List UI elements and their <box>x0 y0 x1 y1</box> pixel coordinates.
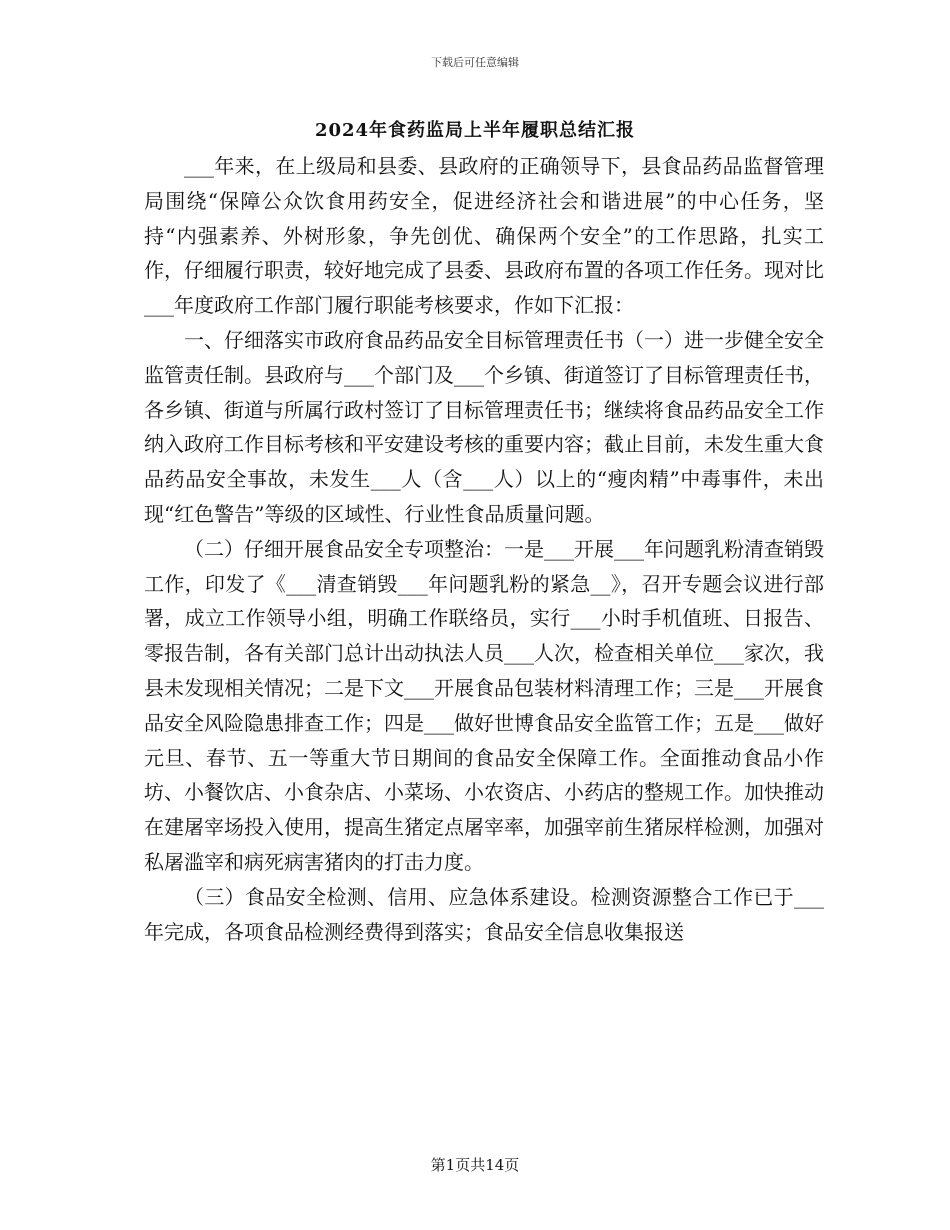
paragraph-intro: ___年来，在上级局和县委、县政府的正确领导下，县食品药品监督管理局围绕“保障公众饮食用药安全，促进经济社会和谐进展”的中心任务，坚持“内强素养、外树形象，争先创优、确保两个安全”的工作思路，扎实工作，仔细履行职责，较好地完成了县委、县政府布置的各项工作任务。现对比___年度政府工作部门履行职能考核要求，作如下汇报： <box>144 154 824 318</box>
page-footer: 第1页共14页 <box>430 1156 520 1174</box>
document-body <box>144 149 824 949</box>
document-title: 2024年食药监局上半年履职总结汇报 <box>314 120 636 141</box>
paragraph-section-2: （二）仔细开展食品安全专项整治：一是___开展___年问题乳粉清查销毁工作，印发了《___清查销毁___年问题乳粉的紧急__》，召开专题会议进行部署，成立工作领导小组，明确工作联络员，实行___小时手机值班、日报告、零报告制，各有关部门总计出动执法人员___人次，检查相关单位___家次，我县未发现相关情况；二是下文___开展食品包装材料清理工作；三是___开展食品安全风险隐患排查工作；四是___做好世博食品安全监管工作；五是___做好元旦、春节、五一等重大节日期间的食品安全保障工作。全面推动食品小作坊、小餐饮店、小食杂店、小菜场、小农资店、小药店的整规工作。加快推动在建屠宰场投入使用，提高生猪定点屠宰率，加强宰前生猪尿样检测，加强对私屠滥宰和病死病害猪肉的打击力度。 <box>144 536 824 874</box>
header-note: 下载后可任意编辑 <box>431 56 519 69</box>
paragraph-section-1: 一、仔细落实市政府食品药品安全目标管理责任书（一）进一步健全安全监管责任制。县政府与___个部门及___个乡镇、街道签订了目标管理责任书，各乡镇、街道与所属行政村签订了目标管理责任书；继续将食品药品安全工作纳入政府工作目标考核和平安建设考核的重要内容；截止目前，未发生重大食品药品安全事故，未发生___人（含___人）以上的“瘦肉精”中毒事件，未出现“红色警告”等级的区域性、行业性食品质量问题。 <box>144 327 824 526</box>
paragraph-section-3: （三）食品安全检测、信用、应急体系建设。检测资源整合工作已于___年完成，各项食品检测经费得到落实；食品安全信息收集报送 <box>144 884 824 944</box>
